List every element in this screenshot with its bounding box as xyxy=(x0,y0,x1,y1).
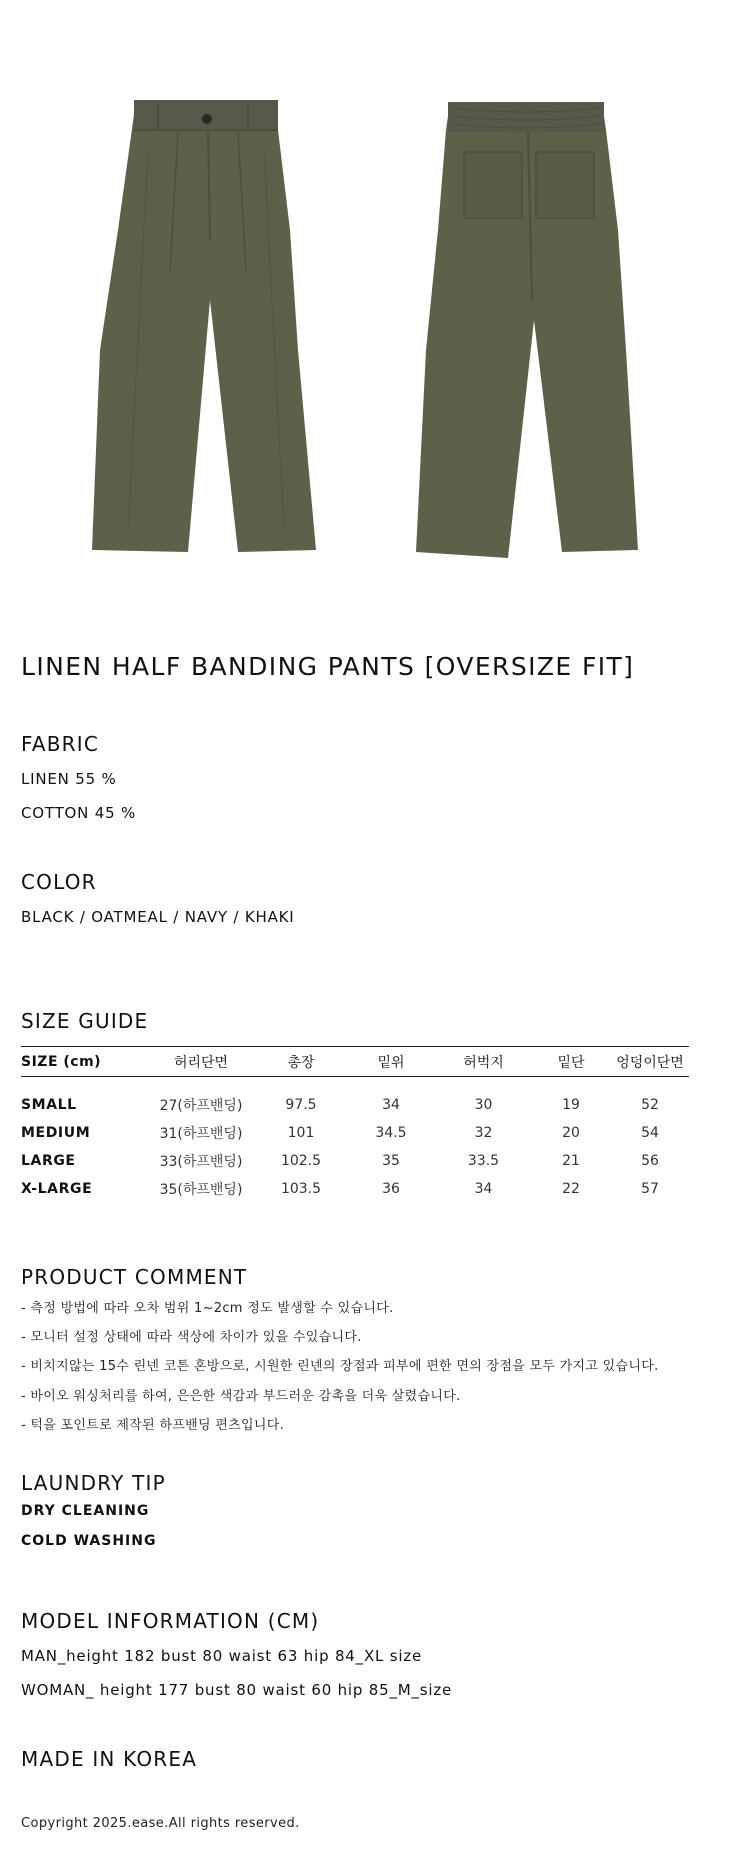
table-row xyxy=(21,1077,689,1119)
length-column-header: 총장 xyxy=(256,1047,346,1077)
model-line: WOMAN_ height 177 bust 80 waist 60 hip 85_M_size xyxy=(21,1681,453,1699)
table-cell: 33.5 xyxy=(467,1152,500,1169)
table-cell: 35(하프밴딩) xyxy=(159,1181,243,1198)
table-cell: 102.5 xyxy=(280,1152,322,1169)
model-line: MAN_height 182 bust 80 waist 63 hip 84_XL size xyxy=(21,1647,423,1665)
table-cell: 22 xyxy=(562,1180,580,1197)
table-cell: 30 xyxy=(474,1096,493,1113)
table-cell: 20 xyxy=(562,1124,580,1141)
table-cell: 27(하프밴딩) xyxy=(159,1097,243,1114)
rise-column-header: 밑위 xyxy=(346,1047,436,1077)
product-comment-heading: PRODUCT COMMENT xyxy=(21,1265,248,1289)
comment-line: - 측정 방법에 따라 오차 범위 1~2cm 정도 발생할 수 있습니다. xyxy=(21,1301,394,1316)
pants-back-image xyxy=(412,90,652,560)
size-column-header: SIZE (cm) xyxy=(21,1047,146,1077)
table-cell: 36 xyxy=(382,1180,400,1197)
product-images xyxy=(0,90,750,570)
thigh-column-header: 허벅지 xyxy=(436,1047,531,1077)
hem-column-header: 밑단 xyxy=(531,1047,611,1077)
laundry-heading: LAUNDRY TIP xyxy=(21,1471,166,1495)
model-info-heading: MODEL INFORMATION (CM) xyxy=(21,1609,320,1633)
hip-column-header: 엉덩이단면 xyxy=(611,1047,689,1077)
copyright-text: Copyright 2025.ease.All rights reserved. xyxy=(21,1816,300,1831)
size-cell: SMALL xyxy=(21,1096,77,1113)
size-cell: LARGE xyxy=(21,1152,76,1169)
pants-front-body xyxy=(92,100,316,552)
fabric-heading: FABRIC xyxy=(21,732,100,756)
comment-line: - 바이오 워싱처리를 하여, 은은한 색감과 부드러운 감촉을 더욱 살렸습니다. xyxy=(21,1389,461,1404)
table-cell: 31(하프밴딩) xyxy=(159,1125,243,1142)
back-pocket-right xyxy=(536,152,594,218)
table-cell: 34 xyxy=(382,1096,400,1113)
product-title: LINEN HALF BANDING PANTS [OVERSIZE FIT] xyxy=(21,652,635,681)
table-cell: 97.5 xyxy=(285,1096,317,1113)
table-cell: 19 xyxy=(562,1096,580,1113)
size-cell: MEDIUM xyxy=(21,1124,91,1141)
size-table-header xyxy=(21,1047,689,1077)
pants-back-body xyxy=(416,102,638,558)
size-table xyxy=(21,1046,689,1203)
waist-column-header: 허리단면 xyxy=(146,1047,256,1077)
fabric-line: COTTON 45 % xyxy=(21,804,137,822)
table-cell: 33(하프밴딩) xyxy=(159,1153,243,1170)
laundry-line: DRY CLEANING xyxy=(21,1503,150,1519)
table-cell: 34 xyxy=(474,1180,493,1197)
table-cell: 101 xyxy=(287,1124,315,1141)
comment-line: - 비치지않는 15수 린넨 코튼 혼방으로, 시원한 린넨의 장점과 피부에 편한 면의 장점을 모두 가지고 있습니다. xyxy=(21,1359,659,1374)
laundry-line: COLD WASHING xyxy=(21,1533,157,1549)
table-cell: 35 xyxy=(382,1152,400,1169)
color-options: BLACK / OATMEAL / NAVY / KHAKI xyxy=(21,908,295,926)
table-cell: 54 xyxy=(641,1124,659,1141)
pants-front-image xyxy=(88,90,328,560)
table-row xyxy=(21,1175,689,1203)
size-cell: X-LARGE xyxy=(21,1180,93,1197)
table-cell: 103.5 xyxy=(280,1180,322,1197)
table-cell: 57 xyxy=(641,1180,659,1197)
waist-button xyxy=(202,114,212,124)
color-heading: COLOR xyxy=(21,870,97,894)
size-guide-heading: SIZE GUIDE xyxy=(21,1009,149,1033)
table-cell: 52 xyxy=(641,1096,659,1113)
made-in-heading: MADE IN KOREA xyxy=(21,1747,198,1771)
comment-line: - 모니터 설정 상태에 따라 색상에 차이가 있을 수있습니다. xyxy=(21,1330,362,1345)
back-pocket-left xyxy=(464,152,522,218)
table-cell: 21 xyxy=(562,1152,580,1169)
fabric-line: LINEN 55 % xyxy=(21,770,117,788)
table-row xyxy=(21,1119,689,1147)
table-cell: 56 xyxy=(641,1152,659,1169)
table-row xyxy=(21,1147,689,1175)
comment-line: - 턱을 포인트로 제작된 하프밴딩 편츠입니다. xyxy=(21,1418,285,1433)
table-cell: 32 xyxy=(474,1124,493,1141)
table-cell: 34.5 xyxy=(375,1124,407,1141)
